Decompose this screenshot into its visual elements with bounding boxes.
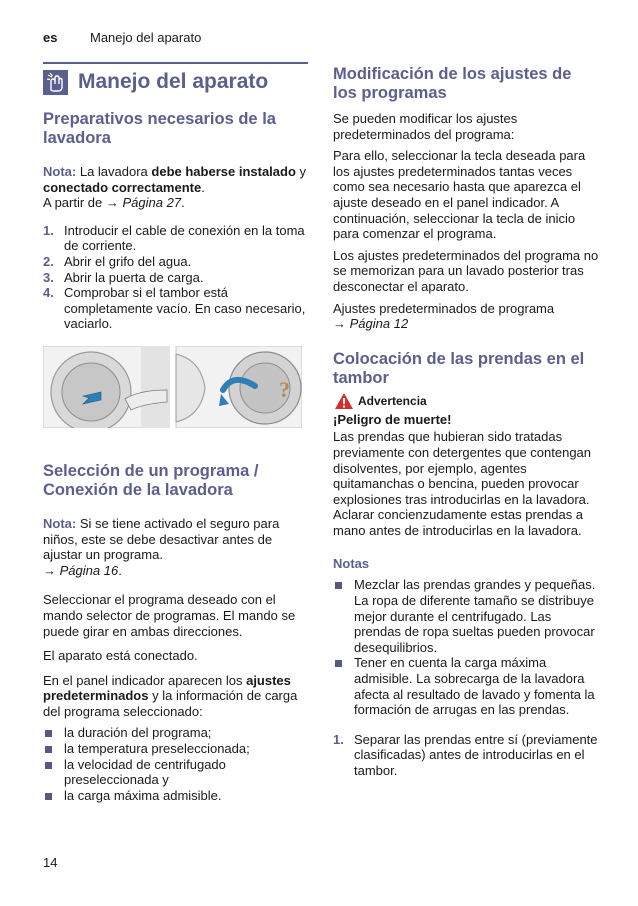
page-header (43, 30, 202, 45)
note-text: Si se tiene activado el seguro para niños, este se debe desactivar antes de ajustar un programa. (43, 515, 280, 563)
modify-paragraph-3: Los ajustes predeterminados del programa no se memorizan para un lavado posterior tras desconectar el aparato. (333, 247, 599, 294)
step-number: 1. (333, 731, 344, 747)
danger-text-part: Las prendas que hubieran sido tratadas previamente con detergentes que contengan disolventes, por ejemplo, agentes quitamanchas o bencina, pueden provocar explosiones tras introducirlas en la lavadora. (333, 429, 592, 507)
list-item: la temperatura preseleccionada; (43, 741, 308, 757)
note-text: . (118, 562, 122, 578)
hand-touch-icon (43, 70, 68, 95)
notes-list (333, 577, 599, 717)
note-text: . (201, 179, 205, 195)
bold-default-settings: ajustes predeterminados (43, 672, 291, 704)
note-bold-connected: conectado correctamente (43, 179, 202, 195)
note-text: y (295, 164, 307, 179)
step-text: Comprobar si el tambor está completamente vacío. En caso necesario, vaciarlo. (64, 285, 306, 332)
language-code: es (43, 30, 58, 45)
right-column (333, 62, 599, 779)
paragraph-text: Ajustes predeterminados de programa (333, 300, 555, 316)
paragraph-text: y la información de carga del programa seleccionado: (43, 688, 298, 719)
danger-text-part: Aclarar concienzudamente estas prendas a mano antes de introducirlas en la lavadora. (333, 507, 584, 538)
step-text: Abrir la puerta de carga. (64, 269, 204, 285)
note-text: . (181, 195, 185, 211)
notes-label: Notas (333, 556, 370, 572)
danger-heading: ¡Peligro de muerte! (333, 411, 452, 427)
note-label: Nota: (43, 164, 77, 179)
list-item (43, 270, 308, 286)
step-text: Abrir el grifo del agua. (64, 253, 192, 269)
warning-label: Advertencia (358, 393, 427, 408)
note-bold-installed: debe haberse instalado (151, 164, 296, 179)
modify-paragraph-2: Para ello, seleccionar la tecla deseada para los ajustes predeterminados tantas veces como sea necesario hasta que aparezca el ajuste deseado en el panel indicador. A continuación, seleccionar la tecla de inicio para comenzar el programa. (333, 148, 586, 242)
arrow-right-icon: → (333, 316, 346, 332)
left-column (43, 62, 308, 803)
step-number: 1. (43, 222, 54, 238)
step-text: Separar las prendas entre sí (previamente clasificadas) antes de introducirlas en el tambor. (354, 731, 598, 778)
prep-note (43, 164, 308, 211)
arrow-right-icon: → (43, 562, 56, 578)
section-title: Manejo del aparato (78, 70, 269, 93)
display-info-list (43, 725, 308, 803)
list-item: Tener en cuenta la carga máxima admisible. La sobrecarga de la lavadora afecta al resultado de lavado y fomenta la formación de arrugas en las prendas. (333, 655, 599, 717)
paragraph-text: En el panel indicador aparecen los (43, 672, 247, 688)
list-item: Mezclar las prendas grandes y pequeñas. La ropa de diferente tamaño se distribuye mejor durante el centrifugado. Las prendas de ropa sueltas pueden provocar desequilibrios. (333, 577, 599, 655)
warning-triangle-icon (334, 392, 354, 410)
warning-row (333, 392, 599, 410)
header-section-title: Manejo del aparato (90, 30, 202, 45)
washer-door-illustration (43, 346, 302, 428)
modify-heading: Modificación de los ajustes de los programas (333, 65, 572, 102)
list-item: la carga máxima admisible. (43, 788, 308, 804)
page-reference-link[interactable]: Página 27 (122, 195, 182, 211)
display-paragraph (43, 673, 308, 720)
hand-touch-icon-graphic (43, 70, 68, 95)
list-item: la duración del programa; (43, 725, 308, 741)
step-number: 4. (43, 285, 54, 301)
list-item (333, 732, 599, 779)
list-item (43, 223, 308, 254)
step-number: 2. (43, 253, 54, 269)
section-title-row (43, 62, 308, 98)
selection-note (43, 516, 308, 578)
note-label: Nota: (43, 515, 77, 531)
step-text: Introducir el cable de conexión en la toma de corriente. (64, 222, 305, 254)
connected-paragraph: El aparato está conectado. (43, 648, 198, 664)
note-text: La lavadora (79, 164, 152, 179)
page-number: 14 (43, 855, 58, 870)
list-item (43, 285, 308, 332)
modify-paragraph-1: Se pueden modificar los ajustes predeterminados del programa: (333, 111, 518, 142)
note-text: A partir de (43, 195, 106, 211)
step-number: 3. (43, 269, 54, 285)
loading-illustration (43, 346, 302, 428)
page-reference-link[interactable]: Página 12 (349, 316, 409, 332)
list-item: la velocidad de centrifugado preseleccionada y (43, 757, 308, 788)
selection-heading: Selección de un programa / Conexión de la lavadora (43, 461, 259, 499)
prep-heading: Preparativos necesarios de la lavadora (43, 110, 276, 147)
prep-steps-list (43, 223, 308, 332)
loading-steps-list (333, 732, 599, 779)
arrow-right-icon: → (105, 195, 119, 211)
question-mark-label: ? (279, 376, 290, 402)
danger-text (333, 429, 599, 538)
modify-paragraph-4 (333, 301, 599, 332)
list-item (43, 254, 308, 270)
page-reference-link[interactable]: Página 16 (59, 562, 119, 578)
select-program-paragraph: Seleccionar el programa deseado con el mando selector de programas. El mando se puede girar en ambas direcciones. (43, 592, 296, 639)
loading-heading: Colocación de las prendas en el tambor (333, 349, 585, 387)
